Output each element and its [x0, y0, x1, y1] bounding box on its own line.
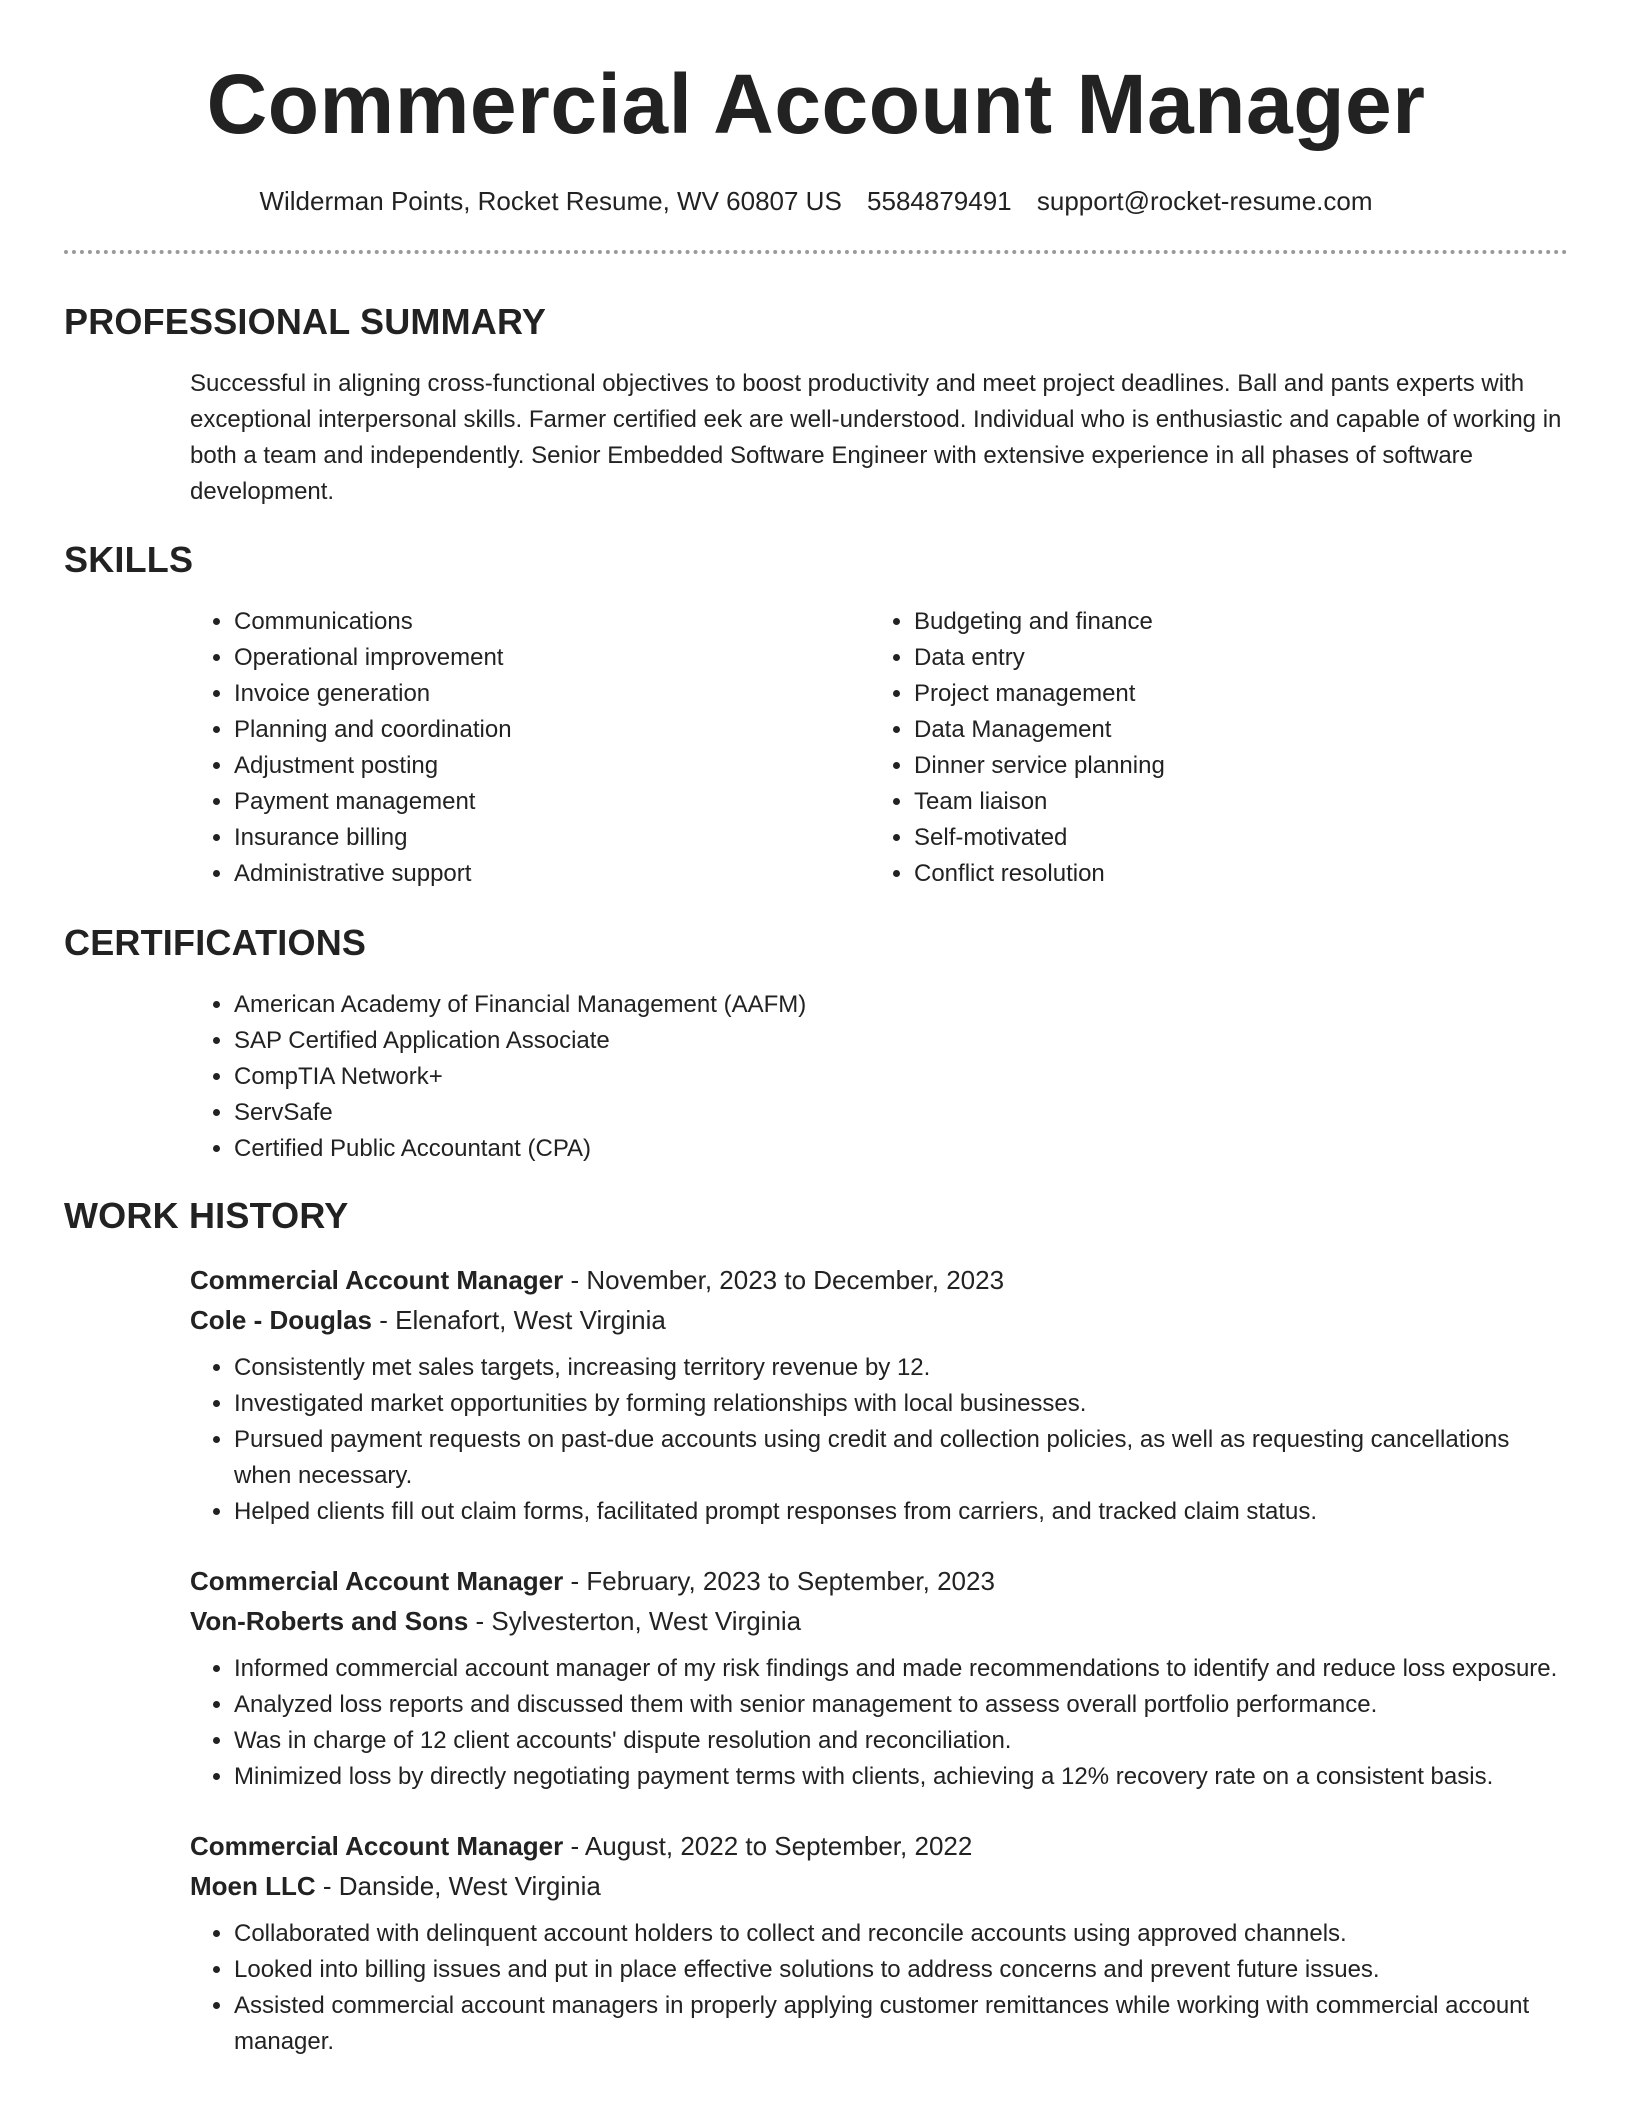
work-history-section [64, 1196, 1568, 2060]
work-history-heading: WORK HISTORY [64, 1195, 349, 1236]
job-company: Cole - Douglas [190, 1305, 373, 1335]
contact-address: Wilderman Points, Rocket Resume, WV 60807 US [259, 186, 842, 216]
skill-item: • Communications [234, 604, 870, 640]
job-entry [190, 1561, 1568, 1795]
job-title: Commercial Account Manager [190, 1265, 564, 1295]
job-company-line [190, 1601, 1568, 1641]
job-bullet: • Looked into billing issues and put in place effective solutions to address concerns and prevent future issues. [234, 1952, 1568, 1988]
skill-item: • Adjustment posting [234, 748, 870, 784]
job-company-line [190, 1866, 1568, 1906]
skill-item: • Insurance billing [234, 820, 870, 856]
skills-grid [190, 604, 1568, 892]
job-dates: - November, 2023 to December, 2023 [563, 1265, 1005, 1295]
skill-item: • Data entry [914, 640, 1550, 676]
professional-summary-section [64, 302, 1568, 510]
skill-item: • Operational improvement [234, 640, 870, 676]
certification-item: • ServSafe [234, 1095, 1568, 1131]
job-bullet: • Pursued payment requests on past-due accounts using credit and collection policies, as well as requesting cancellations when necessary. [234, 1422, 1568, 1494]
skill-item: • Data Management [914, 712, 1550, 748]
certifications-heading: CERTIFICATIONS [64, 922, 367, 963]
job-location: - Danside, West Virginia [315, 1871, 601, 1901]
certification-item: • Certified Public Accountant (CPA) [234, 1131, 1568, 1167]
job-location: - Elenafort, West Virginia [372, 1305, 666, 1335]
job-bullet: • Collaborated with delinquent account holders to collect and reconcile accounts using approved channels. [234, 1916, 1568, 1952]
skills-section [64, 540, 1568, 892]
certification-item: • American Academy of Financial Management (AAFM) [234, 987, 1568, 1023]
job-bullet: • Assisted commercial account managers in properly applying customer remittances while working with commercial account manager. [234, 1988, 1568, 2060]
job-company-line [190, 1300, 1568, 1340]
job-dates: - August, 2022 to September, 2022 [563, 1831, 973, 1861]
contact-phone: 5584879491 [867, 186, 1012, 216]
skill-item: • Payment management [234, 784, 870, 820]
job-title-line [190, 1260, 1568, 1300]
certifications-section [64, 923, 1568, 1167]
skill-item: • Planning and coordination [234, 712, 870, 748]
job-entry [190, 1826, 1568, 2060]
job-bullet: • Minimized loss by directly negotiating payment terms with clients, achieving a 12% recovery rate on a consistent basis. [234, 1759, 1568, 1795]
job-bullet: • Helped clients fill out claim forms, facilitated prompt responses from carriers, and tracked claim status. [234, 1494, 1568, 1530]
professional-summary-text: Successful in aligning cross-functional objectives to boost productivity and meet project deadlines. Ball and pants experts with exceptional interpersonal skills. Farmer certified eek are well-understood. Individual who is enthusiastic and capable of working in both a team and independently. Senior Embedded Software Engineer with extensive experience in all phases of software development. [190, 370, 1562, 505]
job-bullet: • Analyzed loss reports and discussed them with senior management to assess overall portfolio performance. [234, 1687, 1568, 1723]
contact-info [64, 186, 1568, 216]
skill-item: • Project management [914, 676, 1550, 712]
certification-item: • CompTIA Network+ [234, 1059, 1568, 1095]
job-bullet: • Investigated market opportunities by forming relationships with local businesses. [234, 1386, 1568, 1422]
header-divider [64, 250, 1568, 254]
skill-item: • Dinner service planning [914, 748, 1550, 784]
resume-title: Commercial Account Manager [206, 57, 1426, 151]
job-bullet: • Informed commercial account manager of my risk findings and made recommendations to identify and reduce loss exposure. [234, 1651, 1568, 1687]
certification-item: • SAP Certified Application Associate [234, 1023, 1568, 1059]
job-bullets [190, 1350, 1568, 1530]
job-title-line [190, 1826, 1568, 1866]
skill-item: • Self-motivated [914, 820, 1550, 856]
skills-list-right [870, 604, 1550, 892]
job-bullet: • Was in charge of 12 client accounts' dispute resolution and reconciliation. [234, 1723, 1568, 1759]
job-company: Moen LLC [190, 1871, 316, 1901]
job-title: Commercial Account Manager [190, 1566, 564, 1596]
job-title-line [190, 1561, 1568, 1601]
certifications-list [190, 987, 1568, 1167]
job-location: - Sylvesterton, West Virginia [468, 1606, 802, 1636]
skill-item: • Team liaison [914, 784, 1550, 820]
job-bullets [190, 1916, 1568, 2060]
job-bullet: • Consistently met sales targets, increasing territory revenue by 12. [234, 1350, 1568, 1386]
skills-list-left [190, 604, 870, 892]
professional-summary-heading: PROFESSIONAL SUMMARY [64, 301, 547, 342]
job-title: Commercial Account Manager [190, 1831, 564, 1861]
contact-email: support@rocket-resume.com [1036, 186, 1373, 216]
job-company: Von-Roberts and Sons [190, 1606, 469, 1636]
job-entry [190, 1260, 1568, 1530]
skill-item: • Administrative support [234, 856, 870, 892]
skills-heading: SKILLS [64, 539, 194, 580]
job-dates: - February, 2023 to September, 2023 [563, 1566, 995, 1596]
skill-item: • Budgeting and finance [914, 604, 1550, 640]
skill-item: • Invoice generation [234, 676, 870, 712]
job-bullets [190, 1651, 1568, 1795]
skill-item: • Conflict resolution [914, 856, 1550, 892]
